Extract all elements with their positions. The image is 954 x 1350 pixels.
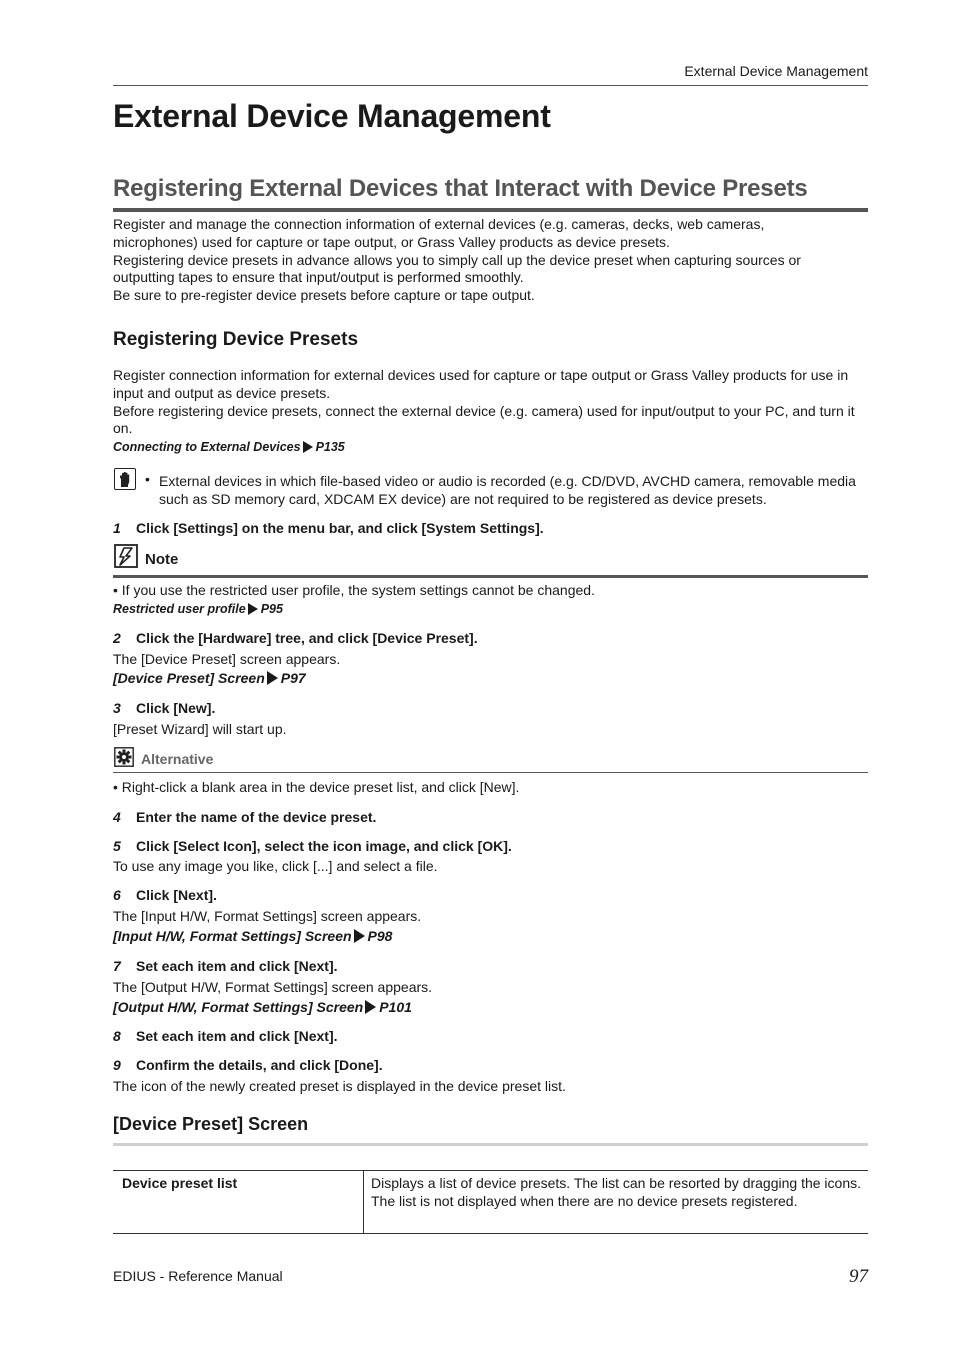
step-description: The [Device Preset] screen appears. (113, 651, 341, 667)
link-text: [Input H/W, Format Settings] Screen (113, 928, 352, 944)
intro-line: Register and manage the connection information of external devices (e.g. cameras, decks, web cameras, (113, 216, 765, 232)
tip-text: External devices in which file-based video or audio is recorded (e.g. CD/DVD, AVCHD camera, removable media such as SD memory card, XDCAM EX device) are not required to be registered as device presets. (159, 473, 856, 507)
step-text: Click the [Hardware] tree, and click [Device Preset]. (136, 630, 478, 646)
step-text: Set each item and click [Next]. (136, 1028, 338, 1044)
link-page: P97 (280, 670, 306, 686)
arrow-right-icon (303, 441, 313, 453)
intro-line: Be sure to pre-register device presets before capture or tape output. (113, 287, 535, 304)
link-text: [Device Preset] Screen (113, 670, 265, 686)
description-line: The list is not displayed when there are no device presets registered. (371, 1192, 798, 1209)
step-text: Enter the name of the device preset. (136, 809, 377, 825)
alternative-text: • Right-click a blank area in the device preset list, and click [New]. (113, 779, 520, 795)
cross-reference-link[interactable] (113, 928, 392, 944)
alternative-label: Alternative (141, 751, 214, 767)
step-text: Click [Settings] on the menu bar, and click [System Settings]. (136, 520, 544, 536)
link-page: P98 (367, 928, 393, 944)
subsection-paragraph (113, 367, 868, 438)
table-border (113, 1170, 868, 1171)
cross-reference-link[interactable] (113, 602, 283, 616)
step-number: 5 (113, 838, 121, 854)
header-rule (113, 85, 868, 86)
table-divider (363, 1170, 364, 1233)
table-cell-description (371, 1175, 861, 1210)
subsection-title: Registering Device Presets (113, 329, 359, 350)
page-number: 97 (849, 1266, 868, 1287)
tip-bullet: • (145, 471, 150, 487)
step-text: Click [New]. (136, 700, 216, 716)
link-page: P101 (379, 999, 412, 1015)
arrow-right-icon (267, 671, 278, 685)
step-text: Set each item and click [Next]. (136, 958, 338, 974)
step-number: 8 (113, 1028, 121, 1044)
subsection-title: [Device Preset] Screen (113, 1114, 309, 1134)
step-number: 4 (113, 809, 121, 825)
step-description: To use any image you like, click [...] and select a file. (113, 858, 438, 874)
gear-icon (114, 747, 134, 767)
intro-line: Registering device presets in advance allows you to simply call up the device preset when capturing sources or (113, 251, 801, 268)
link-text: Connecting to External Devices (113, 440, 301, 454)
section-rule (113, 208, 868, 212)
alternative-rule (113, 772, 868, 773)
step-description: The [Output H/W, Format Settings] screen appears. (113, 979, 433, 995)
note-icon (114, 544, 138, 568)
cross-reference-link[interactable] (113, 440, 345, 454)
link-text: [Output H/W, Format Settings] Screen (113, 999, 364, 1015)
step-number: 9 (113, 1057, 121, 1073)
step-number: 2 (113, 630, 121, 646)
step-number: 7 (113, 958, 121, 974)
footer-title: EDIUS - Reference Manual (113, 1268, 283, 1284)
paragraph-text: Before registering device presets, connect the external device (e.g. camera) used for input/output to your PC, and turn it on. (113, 402, 855, 437)
cross-reference-link[interactable] (113, 999, 412, 1015)
link-text: Restricted user profile (113, 602, 246, 616)
step-description: The icon of the newly created preset is displayed in the device preset list. (113, 1078, 566, 1094)
step-text: Click [Select Icon], select the icon image, and click [OK]. (136, 838, 512, 854)
running-header: External Device Management (684, 63, 868, 79)
subsection-rule (113, 1143, 868, 1146)
table-cell-label: Device preset list (122, 1175, 238, 1191)
arrow-right-icon (248, 603, 258, 615)
description-line: Displays a list of device presets. The list can be resorted by dragging the icons. (371, 1175, 861, 1191)
step-number: 1 (113, 520, 121, 536)
hand-icon (114, 468, 136, 490)
step-text: Click [Next]. (136, 887, 217, 903)
intro-line: outputting tapes to ensure that input/output is performed smoothly. (113, 269, 524, 286)
paragraph-text: Register connection information for external devices used for capture or tape output or Grass Valley products for use in input and output as device presets. (113, 367, 849, 401)
note-rule (113, 575, 868, 578)
note-label: Note (145, 551, 179, 568)
intro-paragraph (113, 216, 868, 305)
arrow-right-icon (365, 1000, 376, 1014)
intro-line: microphones) used for capture or tape output, or Grass Valley products as device presets. (113, 233, 670, 250)
table-border (113, 1233, 868, 1234)
step-description: [Preset Wizard] will start up. (113, 721, 287, 737)
note-text: • If you use the restricted user profile, the system settings cannot be changed. (113, 582, 595, 598)
chapter-title: External Device Management (113, 98, 551, 134)
section-title: Registering External Devices that Interact with Device Presets (113, 175, 808, 202)
cross-reference-link[interactable] (113, 670, 306, 686)
step-description: The [Input H/W, Format Settings] screen appears. (113, 908, 422, 924)
step-number: 6 (113, 887, 121, 903)
link-page: P95 (260, 602, 283, 616)
step-text: Confirm the details, and click [Done]. (136, 1057, 383, 1073)
link-page: P135 (315, 440, 345, 454)
step-number: 3 (113, 700, 121, 716)
arrow-right-icon (354, 929, 365, 943)
